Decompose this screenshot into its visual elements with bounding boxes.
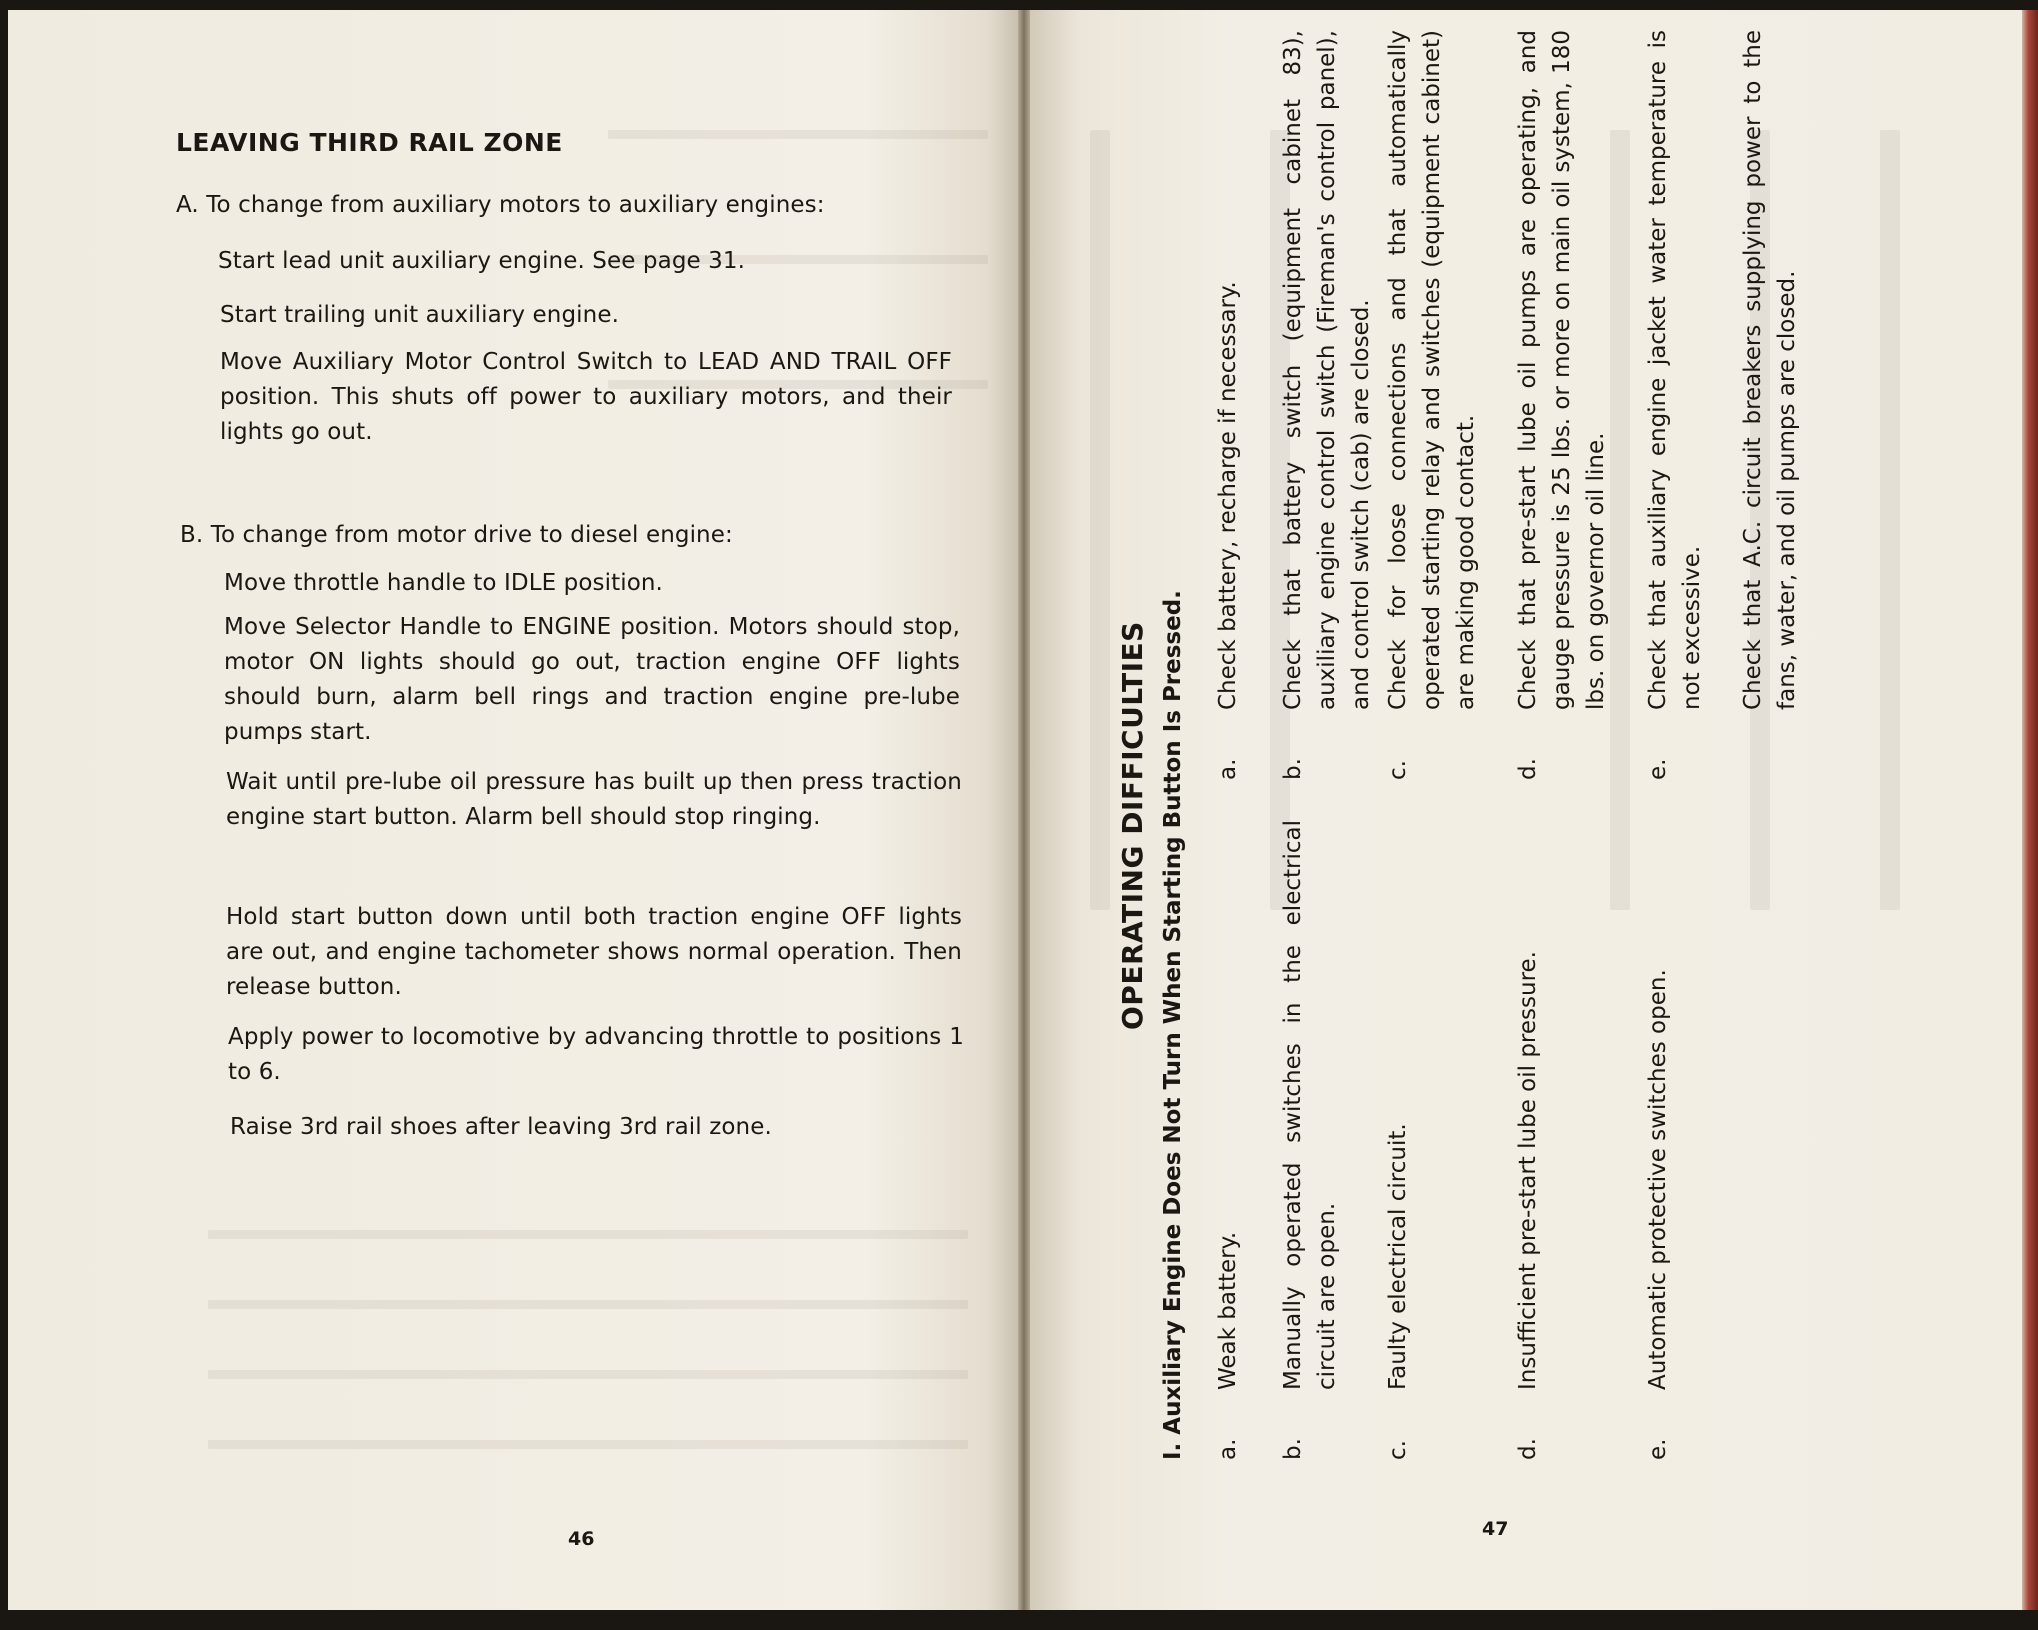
- remedy-label: a.: [1215, 758, 1241, 780]
- show-through-text: [208, 1440, 968, 1449]
- show-through-text: [208, 1230, 968, 1239]
- section-heading: OPERATING DIFFICULTIES: [1116, 621, 1149, 1030]
- section-a-title: A. To change from auxiliary motors to auxiliary engines:: [176, 192, 825, 218]
- section-b-title: B. To change from motor drive to diesel engine:: [180, 522, 733, 548]
- section-b-step: Move throttle handle to IDLE position.: [224, 570, 663, 596]
- section-a-step: Start lead unit auxiliary engine. See page 31.: [218, 248, 746, 274]
- remedy-text: Check for loose connections and that automatically operated starting relay and switches (equipment cabinet) are making good contact.: [1385, 30, 1479, 710]
- page-edge: [2022, 10, 2038, 1610]
- remedy-label: b.: [1280, 758, 1306, 780]
- show-through-text: [1880, 130, 1900, 910]
- cause-text: Manually operated switches in the electrical circuit are open.: [1280, 820, 1340, 1390]
- show-through-text: [1090, 130, 1110, 910]
- remedy-text: Check that pre-start lube oil pumps are operating, and gauge pressure is 25 lbs. or more on main oil system, 180 lbs. on governor oil line.: [1515, 30, 1609, 710]
- cause-label: a.: [1215, 1438, 1241, 1460]
- remedy-label: e.: [1645, 758, 1671, 780]
- cause-label: b.: [1280, 1438, 1306, 1460]
- rotated-table: [1116, 20, 1836, 1460]
- section-a-step: Move Auxiliary Motor Control Switch to LEAD AND TRAIL OFF position. This shuts off power to auxiliary motors, and their lights go out.: [220, 349, 952, 445]
- cause-text: Automatic protective switches open.: [1645, 969, 1671, 1390]
- cause-label: e.: [1645, 1438, 1671, 1460]
- remedy-text: Check battery, recharge if necessary.: [1215, 281, 1241, 710]
- remedy-label: c.: [1385, 760, 1411, 780]
- remedy-text: Check that A.C. circuit breakers supplying power to the fans, water, and oil pumps are closed.: [1740, 30, 1800, 710]
- remedy-text: Check that battery switch (equipment cabinet 83), auxiliary engine control switch (Fireman's control panel), and control switch (cab) are closed.: [1280, 30, 1374, 710]
- cause-text: Weak battery.: [1215, 1231, 1241, 1390]
- left-page: [8, 10, 1018, 1610]
- cause-text: Insufficient pre-start lube oil pressure.: [1515, 951, 1541, 1390]
- remedy-label: d.: [1515, 758, 1541, 780]
- cause-label: d.: [1515, 1438, 1541, 1460]
- page-number: 47: [1482, 1518, 1509, 1540]
- right-page: [1030, 10, 2022, 1610]
- section-heading: LEAVING THIRD RAIL ZONE: [176, 128, 563, 157]
- show-through-text: [208, 1370, 968, 1379]
- section-b-step: Wait until pre-lube oil pressure has built up then press traction engine start button. Alarm bell should stop ringing.: [226, 769, 962, 830]
- section-b-step: Raise 3rd rail shoes after leaving 3rd rail zone.: [230, 1114, 772, 1140]
- cause-label: c.: [1385, 1440, 1411, 1460]
- page-number: 46: [568, 1528, 595, 1550]
- cause-text: Faulty electrical circuit.: [1385, 1123, 1411, 1390]
- remedy-text: Check that auxiliary engine jacket water temperature is not excessive.: [1645, 30, 1705, 710]
- show-through-text: [608, 130, 988, 139]
- section-b-step: Apply power to locomotive by advancing throttle to positions 1 to 6.: [228, 1024, 964, 1085]
- show-through-text: [208, 1300, 968, 1309]
- book-gutter: [1018, 10, 1030, 1610]
- section-b-step: Hold start button down until both traction engine OFF lights are out, and engine tachometer shows normal operation. Then release button.: [226, 904, 962, 1000]
- section-b-step: Move Selector Handle to ENGINE position. Motors should stop, motor ON lights should go out, traction engine OFF lights should burn, alarm bell rings and traction engine pre-lube pumps start.: [224, 614, 960, 745]
- item-title: I. Auxiliary Engine Does Not Turn When Starting Button Is Pressed.: [1160, 590, 1186, 1460]
- section-a-step: Start trailing unit auxiliary engine.: [220, 302, 619, 328]
